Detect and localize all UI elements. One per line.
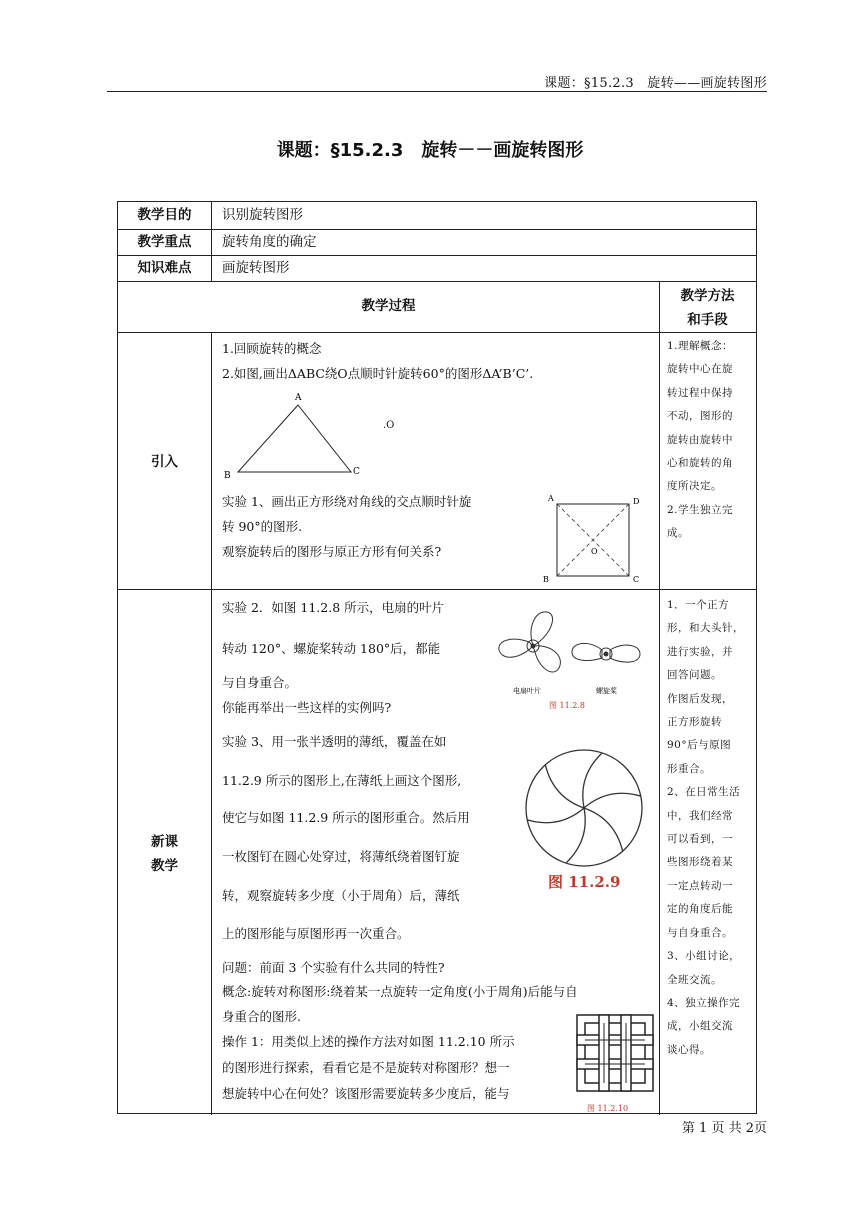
tri-label-o: .O	[383, 420, 395, 431]
new-note-line: 定的角度后能	[667, 903, 733, 916]
intro-note-line: 1.理解概念：	[667, 340, 734, 352]
method-header-line1: 教学方法	[680, 288, 735, 304]
new-note-line: 回答问题。	[667, 669, 722, 682]
exp1-line2: 转 90°的图形.	[222, 519, 303, 534]
weave-figure	[573, 1007, 657, 1115]
new-note-line: 作图后发现，	[667, 692, 733, 705]
sq-label-b: B	[543, 575, 549, 584]
exp3-line5: 转，观察旋转多少度（小于周角）后，薄纸	[222, 888, 460, 903]
new-note-line: 正方形旋转	[667, 716, 722, 729]
new-note-line: 可以看到，一	[667, 833, 733, 846]
concept-line1: 概念:旋转对称图形:绕着某一点旋转一定角度(小于周角)后能与自	[222, 984, 578, 999]
new-note-line: 全班交流。	[667, 973, 722, 986]
new-note-line: 成，小组交流	[667, 1020, 733, 1033]
new-note-line: 4、独立操作完	[667, 996, 741, 1009]
tri-label-c: C	[353, 467, 360, 477]
new-note-line: 一定点转动一	[667, 879, 733, 892]
new-note-line: 3、小组讨论，	[667, 950, 741, 963]
intro-note-line: 成。	[667, 527, 689, 540]
new-note-line: 进行实验，并	[667, 645, 733, 658]
intro-label: 引入	[151, 454, 178, 470]
exp1-line3: 观察旋转后的图形与原正方形有何关系?	[222, 544, 442, 559]
sq-label-c: C	[633, 575, 640, 584]
running-header: 课题：§15.2.3 旋转——画旋转图形	[544, 76, 767, 91]
exp2-line2: 转动 120°、螺旋桨转动 180°后，都能	[222, 641, 441, 656]
fan-propeller-figure	[491, 602, 661, 712]
op-line3: 想旋转中心在何处？该图形需要旋转多少度后，能与	[222, 1086, 510, 1101]
row-value-purpose: 识别旋转图形	[222, 207, 303, 223]
page-footer: 第 1 页 共 2页	[681, 1121, 767, 1136]
triangle-figure	[218, 388, 418, 478]
concept-line2: 身重合的图形.	[222, 1009, 301, 1024]
tri-label-a: A	[295, 393, 302, 403]
new-note-line: 些图形绕着某	[667, 856, 733, 869]
new-note-line: 与自身重合。	[667, 926, 733, 939]
new-note-line: 90°后与原图	[667, 739, 732, 752]
sq-label-a: A	[548, 494, 554, 503]
exp3-line3: 使它与如图 11.2.9 所示的图形重合。然后用	[222, 810, 470, 825]
lesson-table	[117, 201, 757, 1114]
tri-label-b: B	[224, 471, 231, 478]
row-label-keypoint: 教学重点	[137, 234, 192, 250]
new-label-line1: 新课	[151, 834, 178, 850]
square-figure	[543, 492, 653, 584]
row-label-purpose: 教学目的	[137, 207, 192, 223]
new-note-line: 1．一个正方	[667, 599, 730, 611]
exp3-line6: 上的图形能与原图形再一次重合。	[222, 926, 410, 941]
exp3-line4: 一枚图钉在圆心处穿过，将薄纸绕着图钉旋	[222, 849, 460, 864]
row-label-difficulty: 知识难点	[137, 260, 192, 276]
new-note-line: 谈心得。	[667, 1043, 711, 1056]
exp3-line1: 实验 3、用一张半透明的薄纸，覆盖在如	[222, 734, 447, 749]
intro-line1: 1.回顾旋转的概念	[222, 341, 322, 356]
exp2-line4: 你能再举出一些这样的实例吗?	[222, 700, 392, 715]
exp3-line2: 11.2.9 所示的图形上,在薄纸上画这个图形,	[222, 773, 462, 788]
exp1-line1: 实验 1、画出正方形绕对角线的交点顺时针旋	[222, 494, 472, 509]
intro-note-line: 心和旋转的角	[667, 457, 733, 470]
op-line1: 操作 1：用类似上述的操作方法对如图 11.2.10 所示	[222, 1034, 515, 1049]
intro-note-line: 不动，图形的	[667, 410, 733, 423]
fig-1129-caption: 图 11.2.9	[548, 873, 621, 891]
new-note-line: 中，我们经常	[667, 809, 733, 822]
intro-note-line: 旋转由旋转中	[667, 433, 733, 446]
method-header-line2: 和手段	[687, 312, 728, 328]
circle-figure	[518, 738, 658, 898]
op-line2: 的图形进行探索，看看它是不是旋转对称图形？想一	[222, 1060, 510, 1075]
intro-note-line: 转过程中保持	[667, 386, 733, 399]
new-note-line: 形，和大头针，	[667, 622, 744, 635]
exp2-line1: 实验 2．如图 11.2.8 所示，电扇的叶片	[222, 600, 445, 615]
page-title: 课题：§15.2.3 旋转－－画旋转图形	[276, 140, 584, 161]
intro-note-line: 2.学生独立完	[667, 503, 734, 516]
fig-fan-caption: 电扇叶片	[513, 687, 541, 695]
new-note-line: 2、在日常生活	[667, 786, 741, 799]
row-value-keypoint: 旋转角度的确定	[222, 234, 317, 250]
sq-label-d: D	[633, 497, 640, 506]
question-line: 问题：前面 3 个实验有什么共同的特性?	[222, 960, 445, 975]
process-header: 教学过程	[361, 298, 416, 314]
fig-1128-caption: 图 11.2.8	[549, 701, 585, 710]
new-note-line: 形重合。	[667, 762, 711, 775]
intro-line2: 2.如图,画出ΔABC绕O点顺时针旋转60°的图形ΔA’B’C’.	[222, 366, 534, 381]
new-label-line2: 教学	[151, 858, 178, 874]
fig-11210-caption: 图 11.2.10	[587, 1104, 629, 1113]
intro-note-line: 旋转中心在旋	[667, 363, 733, 376]
exp2-line3: 与自身重合。	[222, 675, 298, 690]
header-rule	[107, 91, 767, 92]
intro-method-notes	[667, 335, 755, 546]
sq-label-o: O	[591, 547, 598, 556]
new-method-notes	[667, 594, 755, 1062]
row-value-difficulty: 画旋转图形	[222, 260, 290, 276]
intro-note-line: 度所决定。	[667, 480, 722, 493]
fig-prop-caption: 螺旋桨	[596, 687, 617, 695]
